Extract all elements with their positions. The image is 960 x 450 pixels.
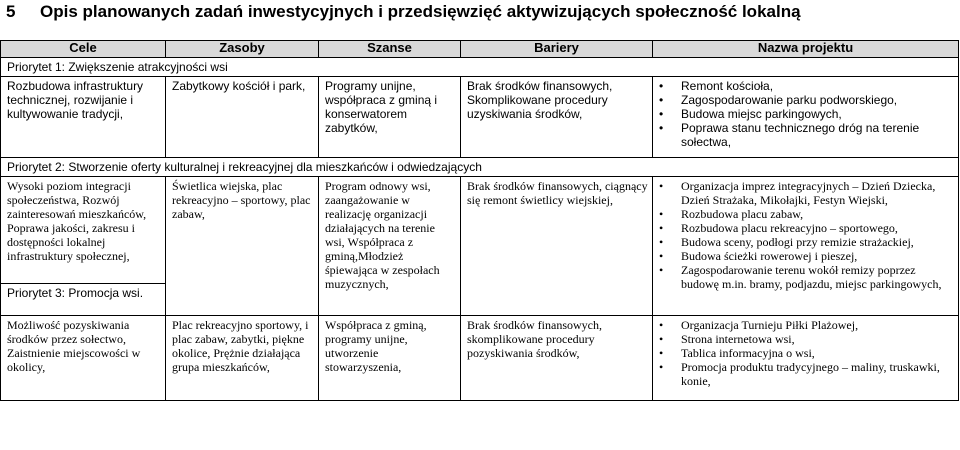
list-item: • Rozbudowa placu rekreacyjno – sportowego, [681,221,954,235]
p1-project-list [659,79,954,149]
col-header-zasoby: Zasoby [166,41,319,58]
header-row [1,41,959,58]
list-item: • Strona internetowa wsi, [681,332,954,346]
col-header-cele: Cele [1,41,166,58]
p2-bariery: Brak środków finansowych, ciągnący się remont świetlicy wiejskiej, [461,177,653,316]
section-number: 5 [6,2,16,21]
p1-zasoby: Zabytkowy kościół i park, [166,77,319,158]
col-header-nazwa-projektu: Nazwa projektu [653,41,959,58]
list-item: • Remont kościoła, [681,79,954,93]
table-row [1,177,959,316]
p2-szanse: Program odnowy wsi, zaangażowanie w realizację organizacji działających na terenie wsi, Współpraca z gminą,Młodzież śpiewająca w zespołach muzycznych, [319,177,461,316]
col-header-szanse: Szanse [319,41,461,58]
list-item: • Budowa ścieżki rowerowej i pieszej, [681,249,954,263]
section-heading [6,0,801,24]
list-item: • Budowa miejsc parkingowych, [681,107,954,121]
list-item: • Tablica informacyjna o wsi, [681,346,954,360]
table-row [1,316,959,401]
p2-zasoby: Świetlica wiejska, plac rekreacyjno – sportowy, plac zabaw, [166,177,319,316]
p1-szanse: Programy unijne, współpraca z gminą i konserwatorem zabytków, [319,77,461,158]
col-header-bariery: Bariery [461,41,653,58]
p3-bariery: Brak środków finansowych, skomplikowane procedury pozyskiwania środków, [461,316,653,401]
p3-szanse: Współpraca z gminą, programy unijne, utworzenie stowarzyszenia, [319,316,461,401]
list-item: • Promocja produktu tradycyjnego – maliny, truskawki, konie, [681,360,954,388]
p1-cele: Rozbudowa infrastruktury technicznej, rozwijanie i kultywowanie tradycji, [1,77,166,158]
p2-projekty [653,177,959,316]
list-item: • Rozbudowa placu zabaw, [681,207,954,221]
p3-project-list [659,318,954,388]
priority-3-label: Priorytet 3: Promocja wsi. [1,283,165,300]
priority-row-2 [1,158,959,177]
priority-1-label: Priorytet 1: Zwiększenie atrakcyjności wsi [1,58,959,77]
list-item: • Zagospodarowanie terenu wokół remizy poprzez budowę m.in. bramy, podjazdu, miejsc parkingowych, [681,263,954,291]
priority-2-label: Priorytet 2: Stworzenie oferty kulturalnej i rekreacyjnej dla mieszkańców i odwiedzających [1,158,959,177]
list-item: • Zagospodarowanie parku podworskiego, [681,93,954,107]
p2-cele [1,177,166,316]
list-item: • Poprawa stanu technicznego dróg na terenie sołectwa, [681,121,954,149]
p2-project-list [659,179,954,291]
plan-table [0,40,959,401]
list-item: • Organizacja Turnieju Piłki Plażowej, [681,318,954,332]
p3-zasoby: Plac rekreacyjno sportowy, i plac zabaw, zabytki, piękne okolice, Prężnie działająca grupa mieszkańców, [166,316,319,401]
p3-cele: Możliwość pozyskiwania środków przez sołectwo, Zaistnienie miejscowości w okolicy, [1,316,166,401]
p2-cele-text: Wysoki poziom integracji społeczeństwa, Rozwój zainteresowań mieszkańców, Poprawa jakości, zakresu i dostępności lokalnej infrastruktury społecznej, [7,179,147,263]
list-item: • Budowa sceny, podłogi przy remizie strażackiej, [681,235,954,249]
p1-projekty [653,77,959,158]
p3-projekty [653,316,959,401]
section-title: Opis planowanych zadań inwestycyjnych i przedsięwzięć aktywizujących społeczność lokalną [40,2,801,21]
list-item: • Organizacja imprez integracyjnych – Dzień Dziecka, Dzień Strażaka, Mikołajki, Festyn Wiejski, [681,179,954,207]
table-row [1,77,959,158]
p1-bariery: Brak środków finansowych, Skomplikowane procedury uzyskiwania środków, [461,77,653,158]
priority-row-1 [1,58,959,77]
